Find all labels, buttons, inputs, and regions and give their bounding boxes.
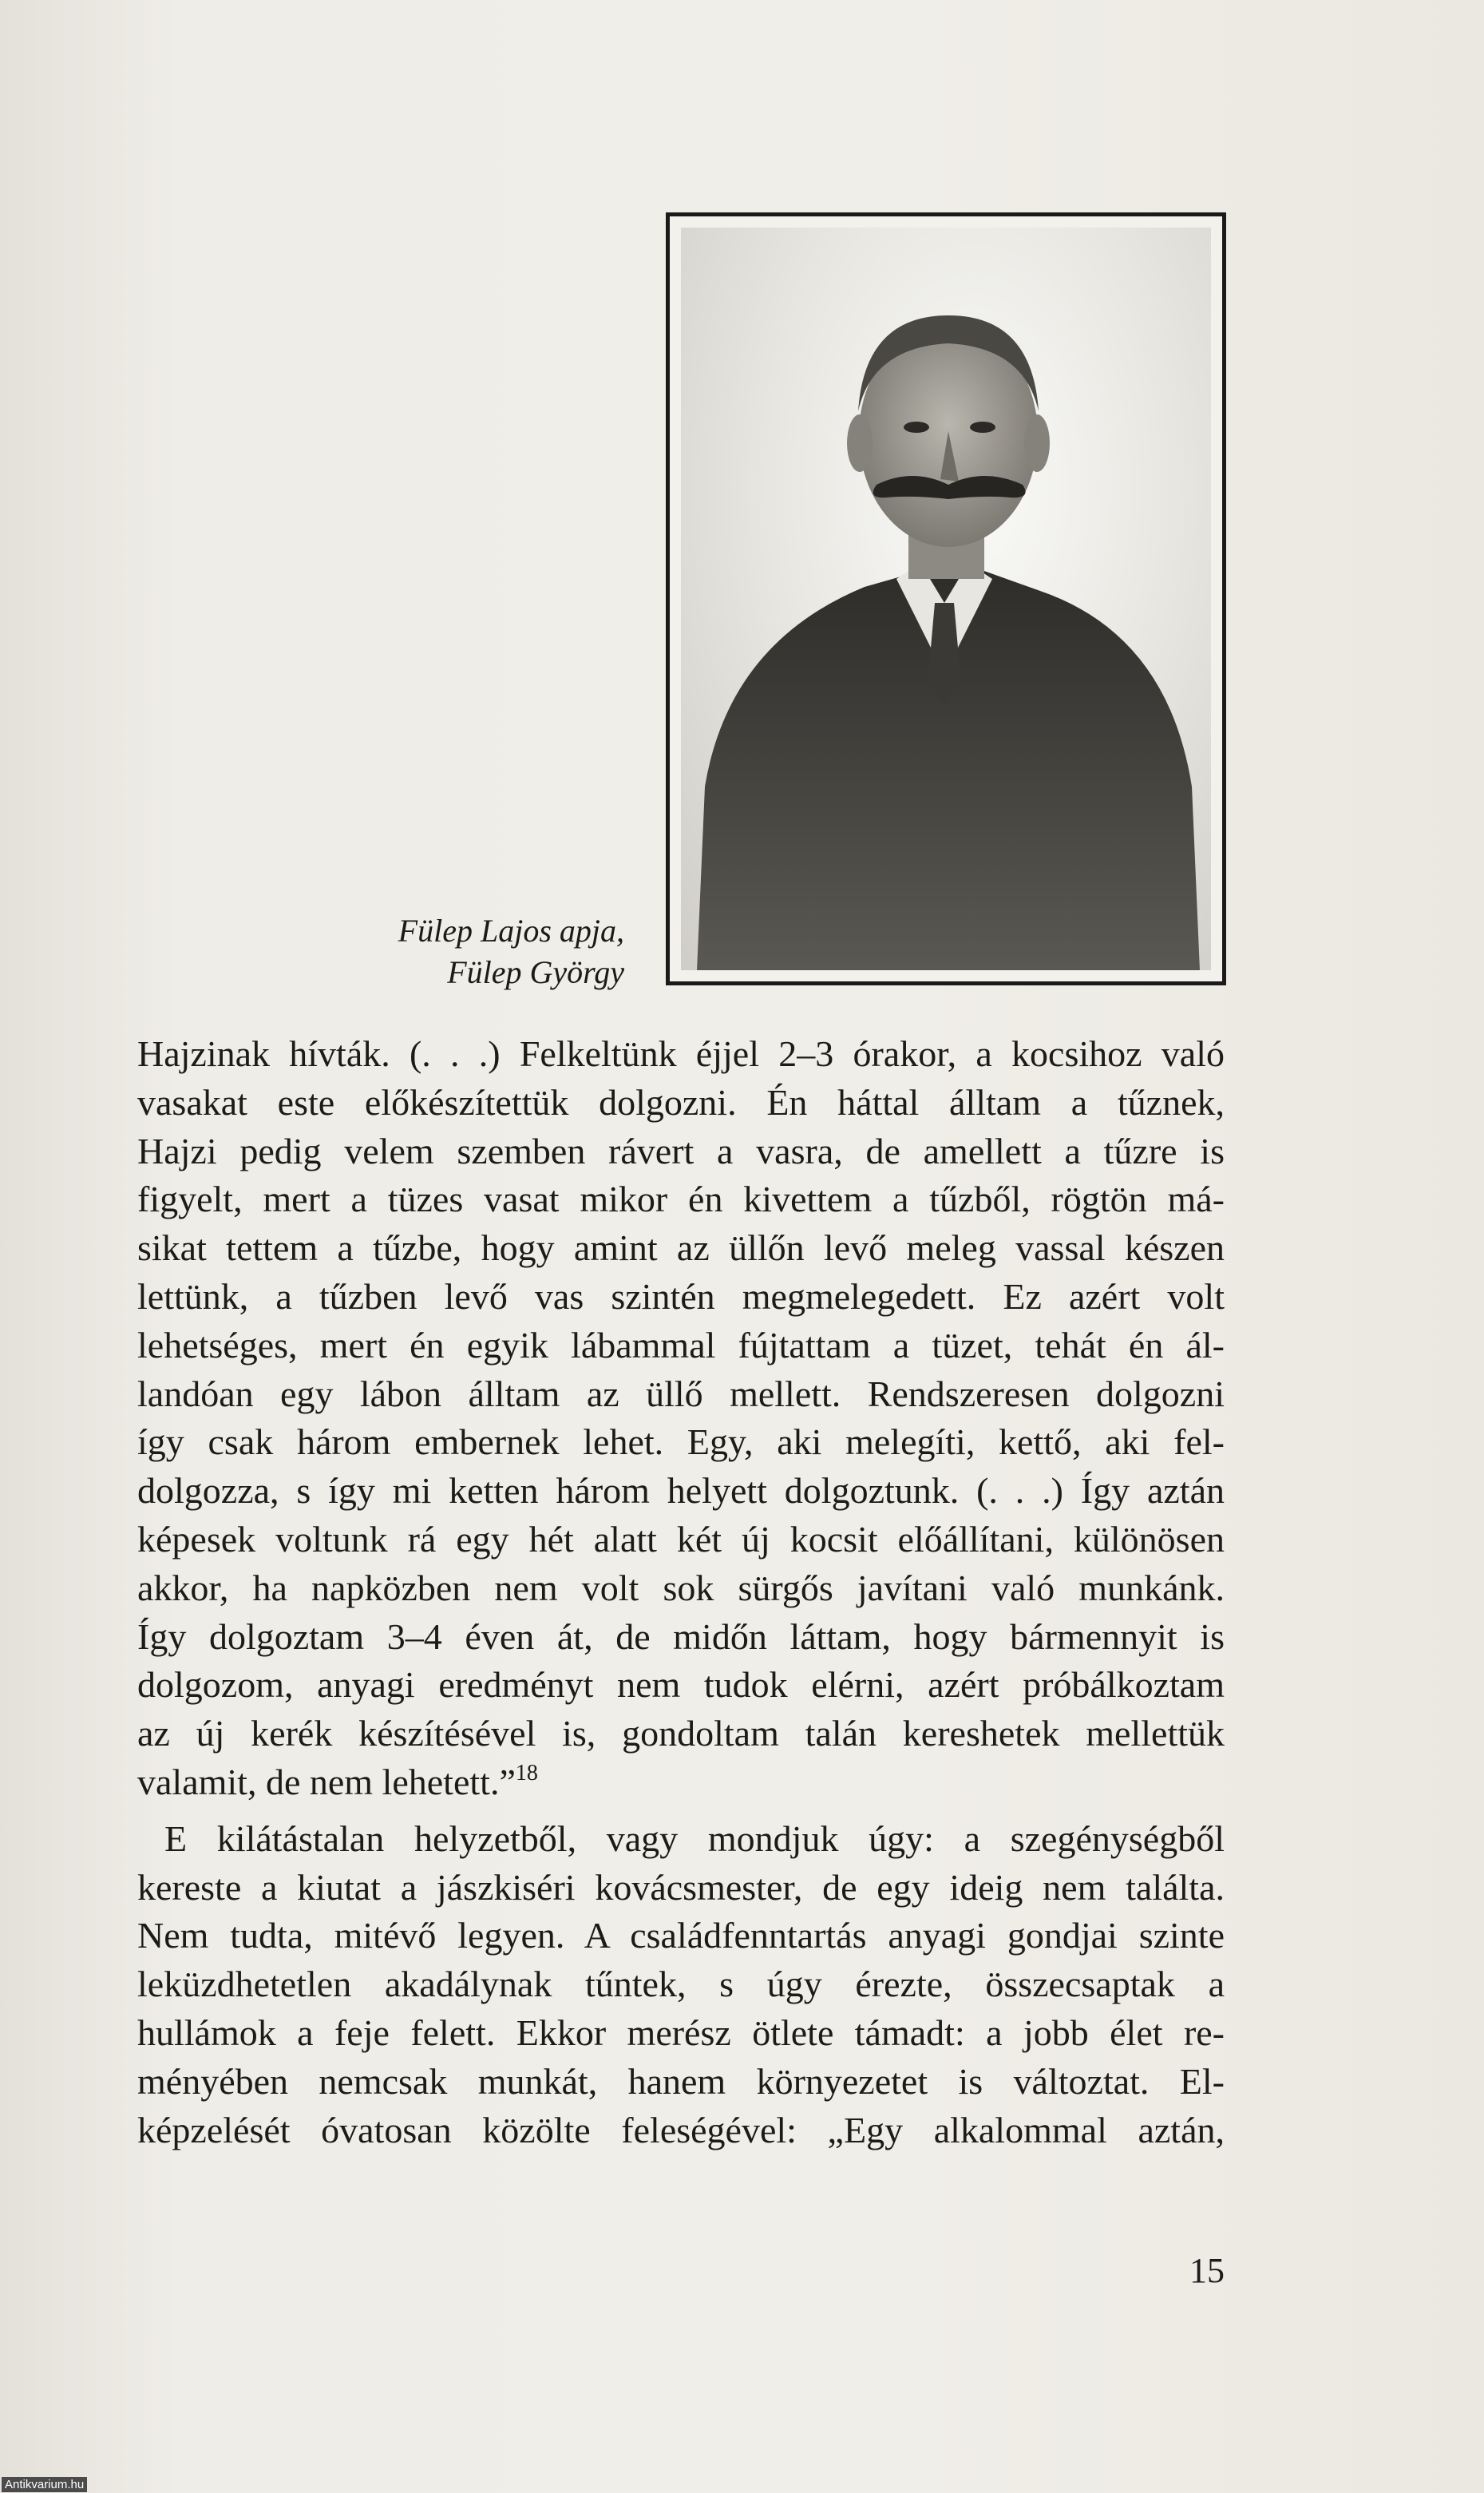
last-line-text: valamit, de nem lehetett.” bbox=[137, 1761, 516, 1802]
text-line: Nem tudta, mitévő legyen. A családfenntartás anyagi gondjai szinte bbox=[137, 1915, 1225, 1956]
text-line: dolgozza, s így mi ketten három helyett dolgoztunk. (. . .) Így aztán bbox=[137, 1470, 1225, 1512]
text-line: akkor, ha napközben nem volt sok sürgős javítani való munkánk. bbox=[137, 1567, 1225, 1608]
page-number: 15 bbox=[1189, 2251, 1225, 2290]
footnote-marker: 18 bbox=[515, 1760, 538, 1786]
watermark-label: Antikvarium.hu bbox=[2, 2477, 87, 2492]
text-line: landóan egy lábon álltam az üllő mellett. Rendszeresen dolgozni bbox=[137, 1373, 1225, 1414]
portrait-photo-frame bbox=[666, 212, 1226, 985]
body-text bbox=[137, 1030, 1225, 2154]
text-line: lettünk, a tűzben levő vas szintén megmelegedett. Ez azért volt bbox=[137, 1275, 1225, 1317]
text-line: dolgozom, anyagi eredményt nem tudok elérni, azért próbálkoztam bbox=[137, 1664, 1225, 1706]
text-line: Hajzinak hívták. (. . .) Felkeltünk éjjel 2–3 órakor, a kocsihoz való bbox=[137, 1033, 1225, 1074]
text-line: leküzdhetetlen akadálynak tűntek, s úgy érezte, összecsaptak a bbox=[137, 1964, 1225, 2005]
photo-caption bbox=[303, 910, 624, 993]
text-line: Így dolgoztam 3–4 éven át, de midőn láttam, hogy bármennyit is bbox=[137, 1615, 1225, 1657]
text-line-last bbox=[137, 1758, 1225, 1807]
text-line: az új kerék készítésével is, gondoltam talán kereshetek mellettük bbox=[137, 1713, 1225, 1754]
text-line: vasakat este előkészítettük dolgozni. Én háttal álltam a tűznek, bbox=[137, 1081, 1225, 1123]
text-line: kereste a kiutat a jászkiséri kovácsmester, de egy ideig nem találta. bbox=[137, 1866, 1225, 1908]
text-line: figyelt, mert a tüzes vasat mikor én kivettem a tűzből, rögtön má- bbox=[137, 1179, 1225, 1220]
paragraph-2 bbox=[137, 1815, 1225, 2155]
paragraph-1 bbox=[137, 1030, 1225, 1807]
text-line: E kilátástalan helyzetből, vagy mondjuk úgy: a szegénységből bbox=[164, 1817, 1225, 1859]
text-line: ményében nemcsak munkát, hanem környezetet is változtat. El- bbox=[137, 2060, 1225, 2102]
caption-line-1: Fülep Lajos apja, bbox=[398, 913, 624, 949]
portrait-illustration bbox=[681, 228, 1211, 970]
portrait-photo bbox=[681, 228, 1211, 970]
text-line: sikat tettem a tűzbe, hogy amint az üllőn levő meleg vassal készen bbox=[137, 1227, 1225, 1269]
text-line: képzelését óvatosan közölte feleségével: „Egy alkalommal aztán, bbox=[137, 2109, 1225, 2150]
text-line: hullámok a feje felett. Ekkor merész ötlete támadt: a jobb élet re- bbox=[137, 2011, 1225, 2053]
text-line: lehetséges, mert én egyik lábammal fújtattam a tüzet, tehát én ál- bbox=[137, 1324, 1225, 1365]
caption-line-2: Fülep György bbox=[447, 954, 624, 990]
text-line: Hajzi pedig velem szemben rávert a vasra, de amellett a tűzre is bbox=[137, 1130, 1225, 1171]
text-line: így csak három embernek lehet. Egy, aki melegíti, kettő, aki fel- bbox=[137, 1421, 1225, 1463]
text-line: képesek voltunk rá egy hét alatt két új kocsit előállítani, különösen bbox=[137, 1518, 1225, 1560]
